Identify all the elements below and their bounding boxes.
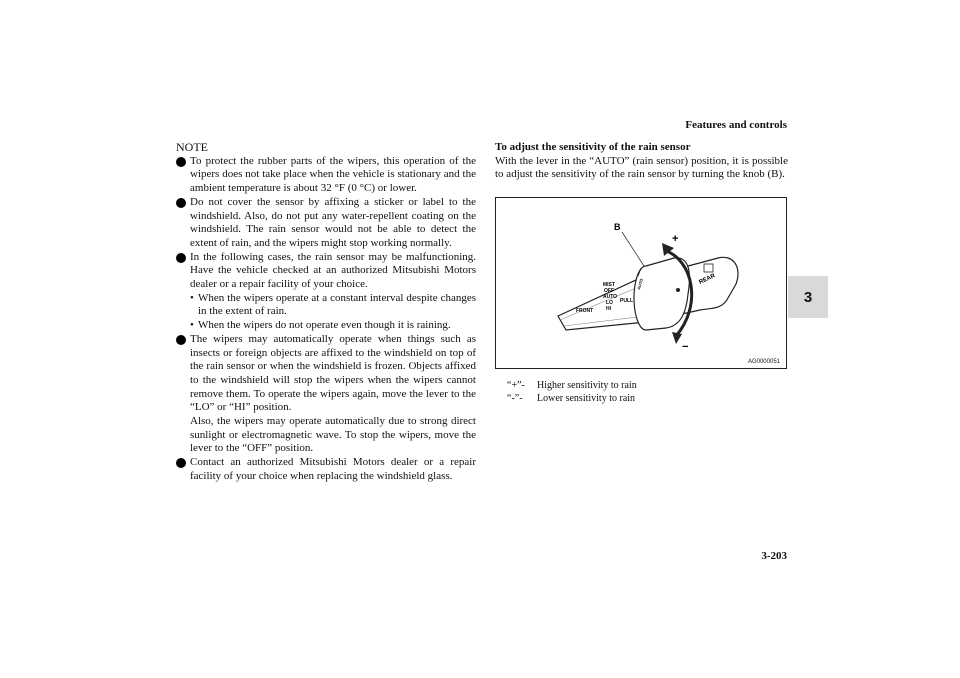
label-knob-auto: AUTO [636,278,644,291]
note-item-text: The wipers may automatically operate when things such as insects or foreign objects are affixed to the windshield on top of the rain sensor or when the windshield is frozen. Objects affixed to the windshield will stop the wipers when the wipers cannot remove them. To operate the wipers again, move the lever to the “LO” or “HI” position. [190,332,476,414]
label-mist: MIST [603,282,615,288]
sensitivity-title: To adjust the sensitivity of the rain sensor [495,141,691,153]
section-header: Features and controls [685,119,787,131]
note-item [176,333,476,456]
note-subitem: • When the wipers do not operate even though it is raining. [190,319,451,332]
note-item-text: To protect the rubber parts of the wipers, this operation of the wipers does not take place when the vehicle is stationary and the ambient temperature is about 32 °F (0 °C) or lower. [190,154,476,195]
knob-dot [676,288,680,292]
bullet-dot-icon [176,335,186,345]
note-item-text: Contact an authorized Mitsubishi Motors dealer or a repair facility of your choice when replacing the windshield glass. [190,456,476,482]
sensitivity-section [495,141,788,182]
figure-legend [507,379,637,405]
page-number: 3-203 [761,550,787,562]
chapter-tab [788,276,828,318]
note-title: NOTE [176,140,208,154]
chapter-number: 3 [803,288,813,306]
wiper-lever-figure [495,197,787,369]
note-item-text: Do not cover the sensor by affixing a sticker or label to the windshield. Also, do not put any water-repellent coating on the windshield. The rain sensor would not be able to detect the extent of rain, and the wipers might stop working normally. [190,195,476,249]
legend-key: “+”- [507,380,525,391]
label-b-leader [622,232,644,266]
note-item [176,456,476,483]
note-item-extra: Also, the wipers may operate automatically due to strong direct sunlight or electromagnetic wave. To stop the wipers, move the lever to the “OFF” position. [190,415,476,455]
knob-body [646,258,689,330]
label-plus: + [672,233,679,245]
sensitivity-body: With the lever in the “AUTO” (rain sensor) position, it is possible to adjust the sensitivity of the rain sensor by turning the knob (B). [495,154,788,181]
note-subitem: • When the wipers operate at a constant interval despite changes in the extent of rain. [190,291,476,318]
label-off: OFF [604,288,614,294]
note-item [176,196,476,251]
label-b: B [614,222,621,232]
wiper-lever-illustration [496,198,786,368]
legend-desc: Higher sensitivity to rain [537,380,637,391]
note-subitem-text: When the wipers operate at a constant interval despite changes in the extent of rain. [198,291,476,318]
label-pull: PULL [620,298,634,304]
legend-row [507,379,637,392]
bullet-dot-icon [176,198,186,208]
note-list [176,155,476,484]
bullet-dot-icon [176,157,186,167]
bullet-dot-icon [176,458,186,468]
note-subitem-text: When the wipers do not operate even though it is raining. [198,319,451,332]
label-rear: REAR [698,273,717,286]
legend-row [507,392,637,405]
label-auto: AUTO [603,294,618,300]
bullet-dot-icon [176,253,186,263]
note-item [176,251,476,333]
legend-desc: Lower sensitivity to rain [537,393,636,404]
arrow-down-icon [672,332,682,344]
label-front: FRONT [576,308,594,314]
legend-key: “-”- [507,393,523,404]
note-column [176,141,476,484]
figure-id: AG0000051 [747,359,780,365]
label-hi: HI [606,306,611,312]
label-lo: LO [606,300,613,306]
note-item-text: In the following cases, the rain sensor may be malfunctioning. Have the vehicle checked at an authorized Mitsubishi Motors dealer or a repair facility of your choice. [190,250,476,291]
note-item [176,155,476,196]
label-minus: − [682,341,689,353]
